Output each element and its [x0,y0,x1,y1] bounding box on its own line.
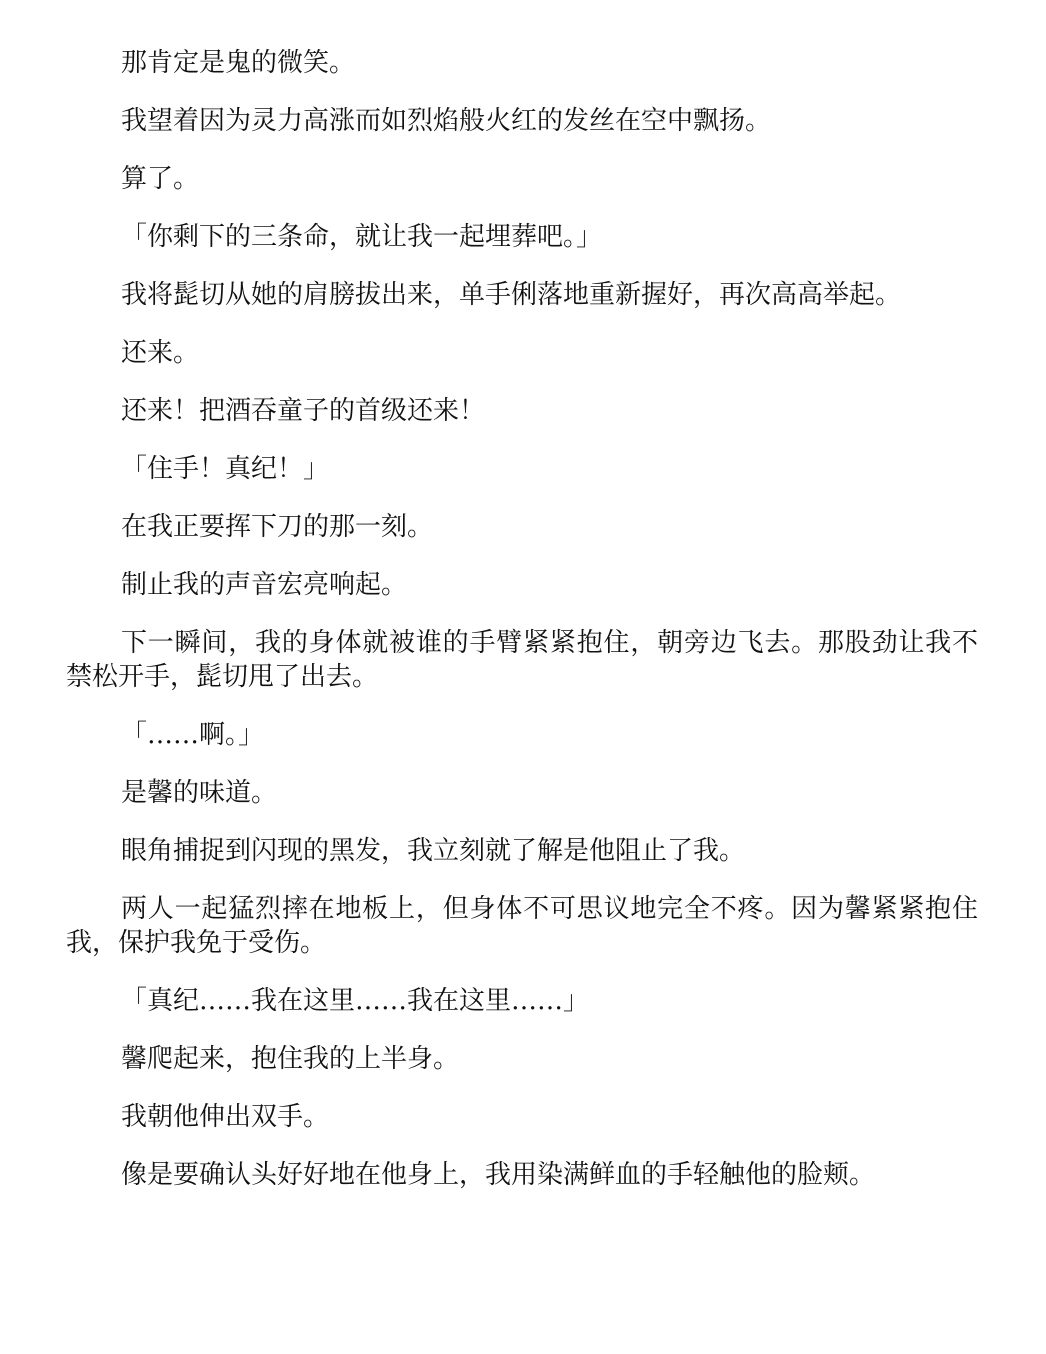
paragraph: 还来。 [121,338,200,368]
paragraph: 「住手！真纪！」 [121,454,330,484]
paragraph: 算了。 [121,164,200,194]
paragraph: 是馨的味道。 [121,778,278,808]
paragraph: 「……啊。」 [121,720,265,750]
paragraph: 制止我的声音宏亮响起。 [121,570,408,600]
paragraph: 我朝他伸出双手。 [121,1102,330,1132]
document-page [66,46,978,1216]
paragraph: 我将髭切从她的肩膀拔出来，单手俐落地重新握好，再次高高举起。 [121,280,902,310]
paragraph: 还来！把酒吞童子的首级还来！ [121,396,486,426]
paragraph: 我望着因为灵力高涨而如烈焰般火红的发丝在空中飘扬。 [121,106,772,136]
paragraph: 两人一起猛烈摔在地板上，但身体不可思议地完全不疼。因为馨紧紧抱住我，保护我免于受伤。 [66,894,978,958]
paragraph: 眼角捕捉到闪现的黑发，我立刻就了解是他阻止了我。 [121,836,746,866]
paragraph: 在我正要挥下刀的那一刻。 [121,512,434,542]
paragraph: 「真纪……我在这里……我在这里……」 [121,986,590,1016]
paragraph: 馨爬起来，抱住我的上半身。 [121,1044,460,1074]
paragraph: 像是要确认头好好地在他身上，我用染满鲜血的手轻触他的脸颊。 [121,1160,876,1190]
paragraph: 下一瞬间，我的身体就被谁的手臂紧紧抱住，朝旁边飞去。那股劲让我不禁松开手，髭切甩了出去。 [66,628,978,692]
paragraph: 「你剩下的三条命，就让我一起埋葬吧。」 [121,222,603,252]
paragraph: 那肯定是鬼的微笑。 [121,48,356,78]
